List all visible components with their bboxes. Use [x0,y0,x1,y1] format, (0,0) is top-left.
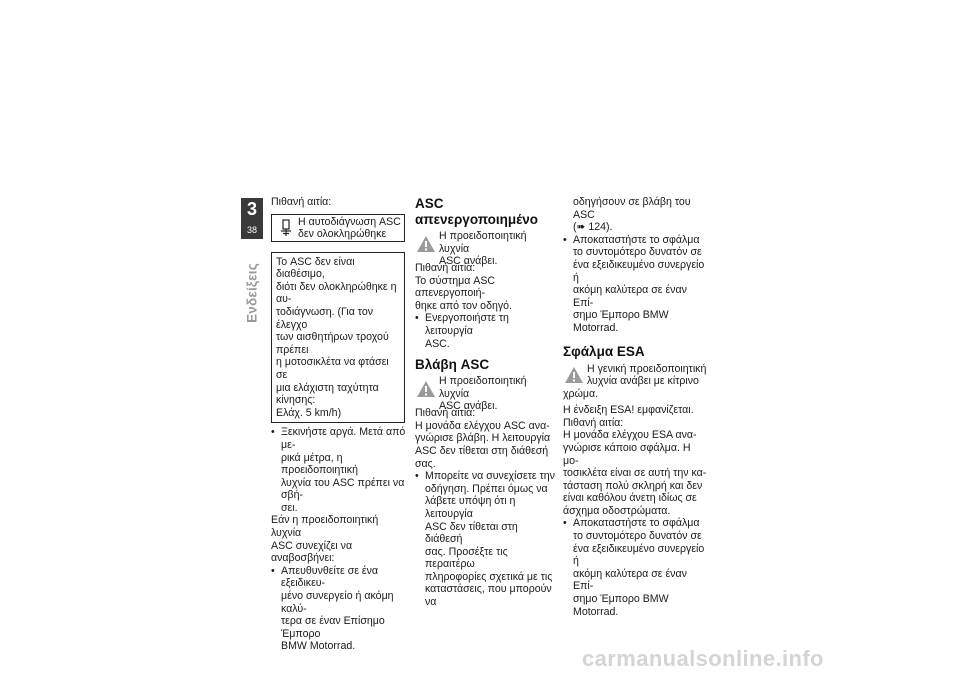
bullet-line: (➠ 124). [573,221,613,234]
bullet-line: σας. Προσέξτε τις περαιτέρω [425,545,508,571]
watermark [582,646,952,676]
warning-triangle-icon [416,235,436,253]
paragraph-line: ASC συνεχίζει να αναβοσβήνει: [271,539,353,565]
bullet-line: ρικά μέτρα, η προειδοποιητική [281,451,358,477]
bullet-line: ASC δεν τίθεται στη διάθεσή [425,520,518,546]
bullet-item [271,565,411,653]
bullet-line: πληροφορίες σχετικά με τις [425,570,553,583]
bullet-line: λυχνία του ASC πρέπει να σβή- [281,476,405,502]
bullet-line: σημο Έμπορο BMW Motorrad. [573,309,669,334]
column-2 [415,196,555,609]
cause-label: Πιθανή αιτία: [415,262,476,274]
section-title: Σφάλμα ESA [563,343,645,359]
section-title: ASC απενεργοποιημένο [415,196,538,227]
section-label-text: Ενδείξεις [244,263,260,323]
page-number: 38 [246,225,257,235]
warning-line: Η προειδοποιητική λυχνία [439,230,527,255]
paragraph-line: Το σύστημα ASC απενεργοποιή- [415,274,496,300]
section-title: Βλάβη ASC [415,357,490,373]
bullet-line: σημο Έμπορο BMW Motorrad. [573,593,669,618]
bullet-line: το συντομότερο δυνατόν σε [573,246,702,259]
bullet-item [415,312,555,350]
box-line: Ελάχ. 5 km/h) [276,406,342,419]
section-label [241,248,263,338]
bullet-line: τερα σε έναν Επίσημο Έμπορο [281,615,385,640]
bullet-line: • Ενεργοποιήστε τη λειτουργία [425,312,509,337]
paragraph-line: γνώρισε βλάβη. Η λειτουργία [415,432,551,445]
bullet-continuation [563,196,708,234]
box-line: των αισθητήρων τροχού πρέπει [276,331,389,356]
bullet-line: ακόμη καλύτερα σε έναν Επί- [573,284,687,309]
box-line: διότι δεν ολοκληρώθηκε η αυ- [276,280,397,306]
bullet-line: ένα εξειδικευμένο συνεργείο ή [573,542,705,568]
bullet-line: μένο συνεργείο ή ακόμη καλύ- [281,590,394,615]
warning-triangle-icon [564,366,584,384]
bullet-line: • Αποκαταστήστε το σφάλμα [573,233,700,246]
paragraph-line: Εάν η προειδοποιητική λυχνία [271,514,379,540]
bullet-item [563,517,708,618]
warning-row [563,363,708,388]
bullet-line: BMW Motorrad. [281,640,356,653]
box-line: η μοτοσικλέτα να φτάσει σε [276,356,389,381]
box-head-line: Η αυτοδιάγνωση ASC [298,215,401,228]
cause-label: Πιθανή αιτία: [271,196,332,208]
paragraph [271,514,411,564]
bullet-item [415,470,555,609]
sensor-lamp-icon [278,219,294,237]
bullet-item [271,426,411,514]
bullet-line: ASC. [425,337,450,350]
bullet-line: λάβετε υπόψη ότι η λειτουργία [425,495,516,520]
chapter-number: 3 [246,199,257,219]
warning-line: ASC ανάβει. [439,255,498,268]
paragraph-line: γνώρισε κάποιο σφάλμα. Η μο- [563,441,691,467]
info-box-header [271,214,405,242]
bullet-line: καταστάσεις, που μπορούν να [425,583,552,609]
paragraph-line: Η ένδειξη ESA! εμφανίζεται. [563,404,694,417]
bullet-line: σει. [281,501,298,514]
column-3 [563,196,708,618]
paragraph-line: τοσικλέτα είναι σε αυτή την κα- [563,467,707,480]
column-1 [271,196,411,653]
paragraph-line: Η μονάδα ελέγχου ASC ανα- [415,419,550,432]
paragraph-line: θηκε από τον οδηγό. [415,299,512,312]
warning-row [415,375,555,413]
bullet-line: • Ξεκινήστε αργά. Μετά από με- [281,426,406,451]
cause-label: Πιθανή αιτία: [563,416,624,429]
box-line: Το ASC δεν είναι διαθέσιμο, [276,255,355,281]
warning-triangle-icon [416,380,436,398]
paragraph-line: τάσταση πολύ σκληρή και δεν [563,479,703,492]
bullet-line: ακόμη καλύτερα σε έναν Επί- [573,567,687,593]
bullet-line: οδήγηση. Πρέπει όμως να [425,482,548,495]
bullet-line: ένα εξειδικευμένο συνεργείο ή [573,258,705,284]
box-line: τοδιάγνωση. (Για τον έλεγχο [276,305,374,331]
cause-label: Πιθανή αιτία: [415,407,476,420]
bullet-line: • Μπορείτε να συνεχίσετε την [425,470,555,483]
warning-line: ASC ανάβει. [439,400,498,413]
box-head-line: δεν ολοκληρώθηκε [298,228,387,241]
paragraph-line: είναι καθόλου άνετη ιδίως σε [563,492,697,505]
paragraph-line: σας. [415,457,436,470]
bullet-item [563,234,708,335]
box-line: μια ελάχιστη ταχύτητα κίνησης: [276,381,379,407]
warning-line: λυχνία ανάβει με κίτρινο [587,375,699,388]
paragraph-line: ASC δεν τίθεται στη διάθεσή [415,444,549,457]
bullet-line: οδηγήσουν σε βλάβη του ASC [573,196,691,221]
warning-line: χρώμα. [563,387,599,400]
paragraph-line: άσχημα οδοστρώματα. [563,504,671,517]
bullet-line: • Αποκαταστήστε το σφάλμα [573,517,700,530]
paragraph-line: Η μονάδα ελέγχου ESA ανα- [563,429,697,442]
bullet-line: το συντομότερο δυνατόν σε [573,530,702,543]
bullet-line: • Απευθυνθείτε σε ένα εξειδικευ- [281,564,379,590]
warning-line: Η προειδοποιητική λυχνία [439,375,527,400]
info-box-body [271,252,405,424]
watermark-text: carmanualsonline.info [582,646,824,671]
warning-line: Η γενική προειδοποιητική [587,362,707,375]
